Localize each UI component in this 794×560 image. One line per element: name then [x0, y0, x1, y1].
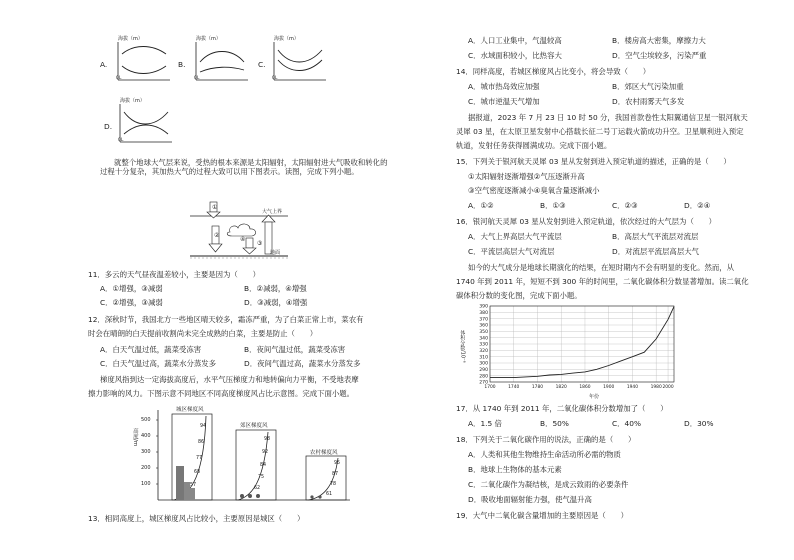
arrow-label-2: ②: [214, 232, 220, 239]
q16-option-d[interactable]: D．对流层平流层高层大气: [612, 247, 699, 256]
co2-ytick-label: 370: [479, 317, 488, 323]
q18-stem: 18．下列关于二氧化碳作用的说法，正确的是（ ）: [456, 435, 636, 444]
co2-ytick-label: 320: [479, 348, 488, 354]
q11-option-b[interactable]: B．②减弱，④增强: [244, 284, 307, 293]
suburb-wind-label: 郊区梯度风: [240, 423, 268, 429]
q16-stem: 16．银河航天灵犀 03 星从发射到进入预定轨道，依次经过的大气层为（ ）: [456, 217, 717, 226]
q17-option-c[interactable]: C．40%: [612, 419, 641, 428]
q17-option-b[interactable]: B．50%: [540, 419, 569, 428]
atmosphere-top-label: 大气上界: [262, 209, 283, 215]
graph-label-c: C.: [258, 60, 266, 69]
co2-ytick-label: 390: [479, 304, 488, 310]
q16-option-b[interactable]: B．高层大气平流层对流层: [612, 232, 699, 241]
q18-option-a[interactable]: A．人类和其他生物维持生命活动所必需的物质: [468, 450, 621, 459]
q12-option-c[interactable]: C．白天气温过高，蔬菜水分蒸发多: [100, 359, 217, 368]
co2-series-line: [490, 307, 674, 378]
q16-option-a[interactable]: A．大气上界高层大气平流层: [468, 232, 562, 241]
co2-xtick-label: 1740: [508, 385, 520, 390]
q12-option-d[interactable]: D．夜间气温过高，蔬菜水分蒸发多: [244, 359, 361, 368]
co2-ytick-label: 360: [479, 323, 488, 329]
co2-xtick-label: 1980: [650, 385, 662, 390]
graph-d-ylabel: 海拔（m）: [120, 98, 145, 104]
q18-option-c[interactable]: C．二氧化碳作为凝结核，是成云致雨的必要条件: [468, 480, 629, 489]
q12-option-b[interactable]: B．夜间气温过低，蔬菜受冻害: [244, 345, 346, 354]
arrow-label-1: ①: [212, 204, 218, 211]
q11-option-a[interactable]: A．①增强，③减弱: [100, 284, 163, 293]
wind-ytick-500: 500: [141, 417, 151, 423]
co2-line-1: 如今的大气成分是地球长期演化的结果，在短时期内不会有明显的变化。然而，从: [468, 263, 735, 272]
q17-stem: 17．从 1740 年到 2011 年，二氧化碳体积分数增加了（ ）: [456, 404, 668, 413]
suburb-value: 92: [262, 450, 269, 455]
wind-ytick-200: 200: [141, 465, 151, 471]
co2-ytick-label: 330: [479, 342, 488, 348]
q17-option-a[interactable]: A．1.5 倍: [468, 419, 502, 428]
ground-label: 地面: [270, 250, 281, 256]
rural-value: 87: [332, 472, 339, 477]
q12-stem-1: 12．深秋时节，我国北方一些地区晴天较多，霜冻严重，为了白菜正常上市，菜农有: [88, 315, 364, 324]
q13-stem: 13．相同高度上，城区梯度风占比较小，主要原因是城区（ ）: [88, 514, 305, 523]
wind-ytick-100: 100: [141, 481, 151, 487]
urban-wind-label: 城区梯度风: [176, 407, 204, 413]
graph-d-origin: 0L: [118, 138, 124, 143]
q15-option-c[interactable]: C．②③: [612, 201, 638, 210]
co2-xlabel: 年份: [589, 394, 600, 400]
q17-option-d[interactable]: D．30%: [684, 419, 714, 428]
q14-option-c[interactable]: C．城市逆温天气增加: [468, 97, 540, 106]
co2-ytick-label: 380: [479, 310, 488, 316]
intro-wind-2: 擦力影响的风力。下图示意不同地区不同高度梯度风占比示意图。完成下面小题。: [88, 389, 355, 398]
wind-chart-ylabel: 高度/m: [131, 428, 138, 447]
co2-ytick-label: 350: [479, 329, 488, 335]
q11-option-c[interactable]: C．②增强，③减弱: [100, 298, 163, 307]
q15-sub-1: ①太阳辐射逐渐增强②气压逐渐升高: [468, 172, 585, 181]
urban-value: 57: [190, 483, 197, 488]
rural-value: 95: [334, 461, 341, 466]
co2-xtick-label: 1900: [603, 385, 615, 390]
q15-option-a[interactable]: A．①②: [468, 201, 494, 210]
rural-value: 61: [326, 492, 333, 497]
q13-option-b[interactable]: B．楼房高大密集，摩擦力大: [612, 36, 706, 45]
co2-xtick-label: 1700: [484, 385, 496, 390]
q11-option-d[interactable]: D．③减弱，④增强: [244, 298, 308, 307]
co2-xtick-label: 2000: [662, 385, 674, 390]
news-line-3: 轨道，发射任务获得圆满成功。完成下面小题。: [456, 141, 612, 150]
q15-option-d[interactable]: D．②④: [684, 201, 711, 210]
suburb-value: 62: [254, 486, 261, 491]
co2-line-3: 碳体积分数的变化图，完成下面小题。: [456, 291, 582, 300]
co2-chart-svg: [468, 302, 678, 394]
graph-b-origin: 0L: [194, 76, 200, 81]
q16-option-c[interactable]: C．平流层高层大气对流层: [468, 247, 555, 256]
graph-a-origin: 0L: [116, 76, 122, 81]
urban-value: 68: [194, 470, 201, 475]
rural-value: 78: [330, 482, 337, 487]
urban-value: 86: [198, 440, 205, 445]
suburb-value: 84: [260, 463, 267, 468]
graph-b-ylabel: 海拔（m）: [196, 36, 221, 42]
q18-option-b[interactable]: B．地球上生物体的基本元素: [468, 465, 562, 474]
wind-ytick-300: 300: [141, 449, 151, 455]
graph-label-d: D.: [104, 122, 113, 131]
q13-option-d[interactable]: D．空气尘埃较多，污染严重: [612, 51, 707, 60]
co2-ytick-label: 340: [479, 336, 488, 342]
co2-ytick-label: 270: [479, 380, 488, 386]
q18-option-d[interactable]: D．吸收地面辐射能力强，使气温升高: [468, 495, 592, 504]
q11-stem: 11．多云的天气昼夜温差较小，主要是因为（ ）: [88, 270, 261, 279]
graph-label-a: A.: [100, 60, 108, 69]
co2-xtick-label: 1860: [579, 385, 591, 390]
co2-ylabel: 体积分数/10⁻⁶: [459, 330, 466, 363]
q12-option-a[interactable]: A．白天气温过低，蔬菜受冻害: [100, 345, 202, 354]
urban-value: 77: [196, 456, 203, 461]
q14-option-a[interactable]: A．城市热岛效应加强: [468, 82, 540, 91]
suburb-value: 75: [258, 475, 265, 480]
q14-option-d[interactable]: D．农村雨雾天气多发: [612, 97, 685, 106]
rural-wind-label: 农村梯度风: [310, 450, 338, 456]
co2-ytick-label: 300: [479, 361, 488, 367]
graph-c-origin: 0L: [272, 76, 278, 81]
arrow-label-3: ③: [257, 240, 263, 247]
urban-value: 94: [200, 424, 207, 429]
co2-line-2: 1740 年到 2011 年，短短不到 300 年的时间里，二氧化碳体积分数显著增加。读二氧化: [456, 277, 749, 286]
q15-sub-2: ③空气密度逐渐减小④臭氧含量逐渐减小: [468, 186, 600, 195]
q14-stem: 14．同样高度，若城区梯度风占比变小，将会导致（ ）: [456, 67, 651, 76]
q13-option-c[interactable]: C．水域面积较小，比热容大: [468, 51, 562, 60]
q15-option-b[interactable]: B．①③: [540, 201, 566, 210]
graph-c-ylabel: 海拔（m）: [274, 36, 299, 42]
co2-xtick-label: 1820: [555, 385, 567, 390]
suburb-value: 98: [264, 437, 271, 442]
q13-option-a[interactable]: A．人口工业集中，气温较高: [468, 36, 562, 45]
q14-option-b[interactable]: B．郊区大气污染加重: [612, 82, 684, 91]
co2-xtick-label: 1940: [626, 385, 639, 390]
q12-stem-2: 时会在晴朗的白天提前收割尚未完全成熟的白菜，主要是防止（ ）: [88, 329, 318, 338]
intro-wind-1: 梯度风指到达一定海拔高度后，水平气压梯度力和地转偏向力平衡，不受地表摩: [100, 375, 359, 384]
co2-xtick-label: 1780: [531, 385, 544, 390]
q19-stem: 19．大气中二氧化碳含量增加的主要原因是（ ）: [456, 511, 629, 520]
q15-stem: 15．下列关于银河航天灵犀 03 星从发射到进入预定轨道的描述，正确的是（ ）: [456, 157, 731, 166]
news-line-1: 据报道，2023 年 7 月 23 日 10 时 50 分，我国首款卷性太阳翼通信卫星一银河航天: [468, 113, 748, 122]
wind-ytick-400: 400: [141, 433, 151, 439]
co2-ytick-label: 280: [479, 374, 488, 380]
news-line-2: 灵犀 03 星，在太原卫星发射中心搭载长征二号丁运载火箭成功升空。卫星顺利进入预定: [456, 127, 744, 136]
co2-ytick-label: 290: [479, 367, 488, 373]
graph-label-b: B.: [178, 60, 186, 69]
intro-radiation: 就整个地球大气层来说，受热的根本来源是太阳辐射，太阳辐射进大气吸收和转化的过程十分复杂，其加热大气的过程大致可以用下图表示。读图，完成下列小题。: [100, 158, 388, 177]
co2-ytick-label: 310: [479, 355, 488, 361]
arrow-label-4: ④: [240, 236, 246, 243]
graph-a-ylabel: 海拔（m）: [118, 36, 143, 42]
